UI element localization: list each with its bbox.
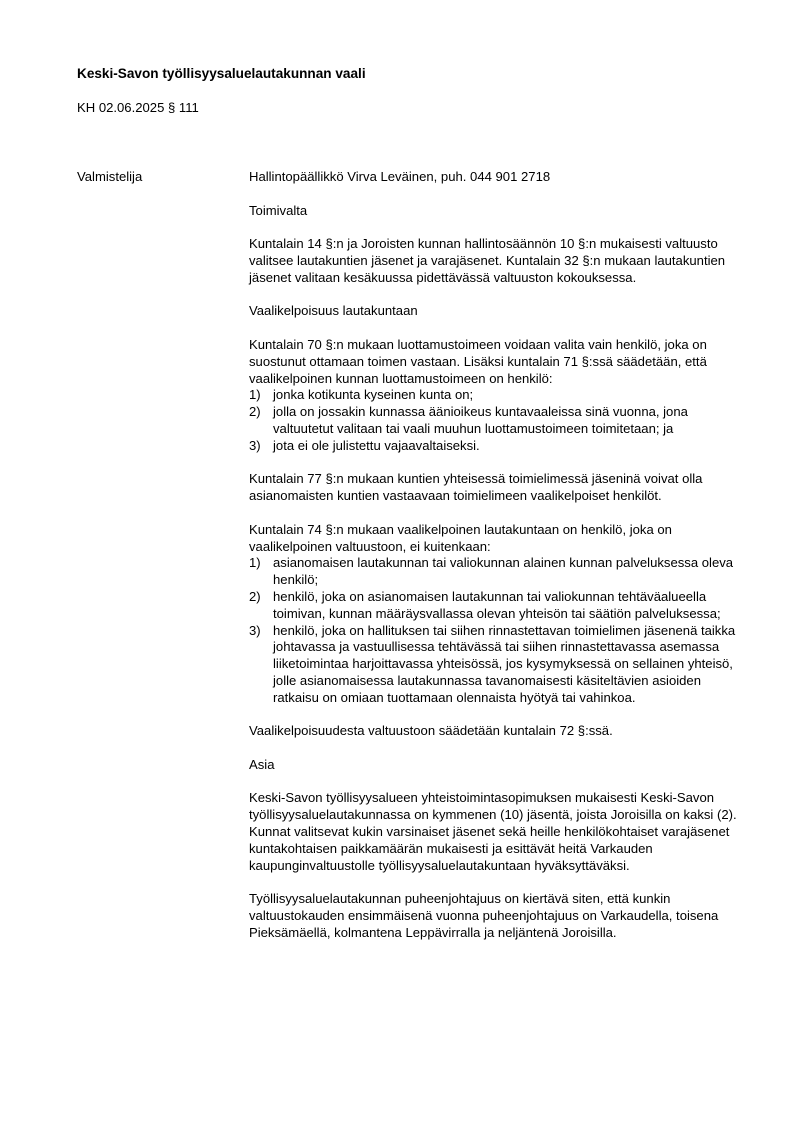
list-item-text: henkilö, joka on asianomaisen lautakunnan tai valiokunnan tehtäväalueella toimivan, kunnan määräysvallassa olevan yhteisön tai säätiön palveluksessa;	[273, 588, 721, 621]
section-heading-vaalikelpoisuus: Vaalikelpoisuus lautakuntaan	[249, 303, 418, 319]
list-item	[249, 623, 739, 707]
list-item-text: asianomaisen lautakunnan tai valiokunnan alainen kunnan palveluksessa oleva henkilö;	[273, 555, 734, 588]
preparer-value: Hallintopäällikkö Virva Leväinen, puh. 044 901 2718	[249, 169, 551, 184]
list-item-number: 3)	[249, 622, 261, 638]
list-item-text: jonka kotikunta kyseinen kunta on;	[273, 387, 474, 403]
paragraph-kuntalaki-70: Kuntalain 70 §:n mukaan luottamustoimeen voidaan valita vain henkilö, joka on suostunut ottamaan toimen vastaan. Lisäksi kuntalain 71 §:ssä säädetään, että vaalikelpoinen kunnan luottamustoimeen on henkilö:	[249, 336, 707, 386]
eligibility-list	[249, 387, 739, 454]
list-item-text: jota ei ole julistettu vajaavaltaiseksi.	[273, 437, 480, 453]
section-heading-asia: Asia	[249, 756, 275, 772]
meeting-reference: KH 02.06.2025 § 111	[77, 100, 199, 115]
list-item	[249, 589, 739, 623]
list-item-number: 1)	[249, 387, 261, 403]
paragraph-kuntalaki-74: Kuntalain 74 §:n mukaan vaalikelpoinen lautakuntaan on henkilö, joka on vaalikelpoinen valtuustoon, ei kuitenkaan:	[249, 521, 672, 554]
list-item	[249, 404, 739, 438]
list-item	[249, 387, 739, 404]
paragraph-asia-2: Työllisyysaluelautakunnan puheenjohtajuus on kiertävä siten, että kunkin valtuustokauden ensimmäisenä vuonna puheenjohtajuus on Varkaudella, toisena Pieksämäellä, kolmantena Leppävirralla ja neljäntenä Joroisilla.	[249, 891, 719, 940]
list-item-number: 2)	[249, 588, 261, 604]
paragraph-kuntalaki-72: Vaalikelpoisuudesta valtuustoon säädetään kuntalain 72 §:ssä.	[249, 723, 613, 739]
list-item-number: 1)	[249, 555, 261, 571]
list-item	[249, 438, 739, 455]
list-item-number: 3)	[249, 437, 261, 453]
list-item	[249, 555, 739, 589]
list-item-text: jolla on jossakin kunnassa äänioikeus kuntavaaleissa sinä vuonna, jona valtuutetut valitaan tai vaali muuhun luottamustoimeen toimitetaan; ja	[273, 404, 688, 436]
document-body	[249, 169, 739, 958]
document-title: Keski-Savon työllisyysaluelautakunnan vaali	[77, 66, 366, 81]
section-heading-toimivalta: Toimivalta	[249, 202, 308, 218]
list-item-number: 2)	[249, 404, 261, 420]
list-item-text: henkilö, joka on hallituksen tai siihen rinnastettavan toimielimen jäsenenä taikka johtavassa ja vastuullisessa tehtävässä tai siihen rinnastettavassa asemassa liiketoimintaa harjoittavassa yhteisössä, jos kysymyksessä on sellainen yhteisö, jolle asianomaisessa lautakunnassa tavanomaisesti käsiteltävien asioiden ratkaisu on omiaan tuottamaan olennaista hyötyä tai vahinkoa.	[273, 622, 736, 705]
paragraph-toimivalta: Kuntalain 14 §:n ja Joroisten kunnan hallintosäännön 10 §:n mukaisesti valtuusto valitsee lautakuntien jäsenet ja varajäsenet. Kuntalain 32 §:n mukaan lautakuntien jäsenet valitaan kesäkuussa pidettävässä valtuuston kokouksessa.	[249, 236, 726, 285]
preparer-label: Valmistelija	[77, 169, 143, 184]
ineligibility-list	[249, 555, 739, 706]
paragraph-kuntalaki-77: Kuntalain 77 §:n mukaan kuntien yhteisessä toimielimessä jäseninä voivat olla asianomaisten kuntien vastaavaan toimielimeen vaalikelpoiset henkilöt.	[249, 471, 703, 504]
paragraph-asia-1: Keski-Savon työllisyysalueen yhteistoimintasopimuksen mukaisesti Keski-Savon työllisyysaluelautakunnassa on kymmenen (10) jäsentä, joista Joroisilla on kaksi (2). Kunnat valitsevat kukin varsinaiset jäsenet sekä heille henkilökohtaiset varajäsenet kuntakohtaisen paikkamäärän mukaisesti ja esittävät heitä Varkauden kaupunginvaltuustolle työllisyysaluelautakuntaan hyväksyttäväksi.	[249, 790, 737, 873]
